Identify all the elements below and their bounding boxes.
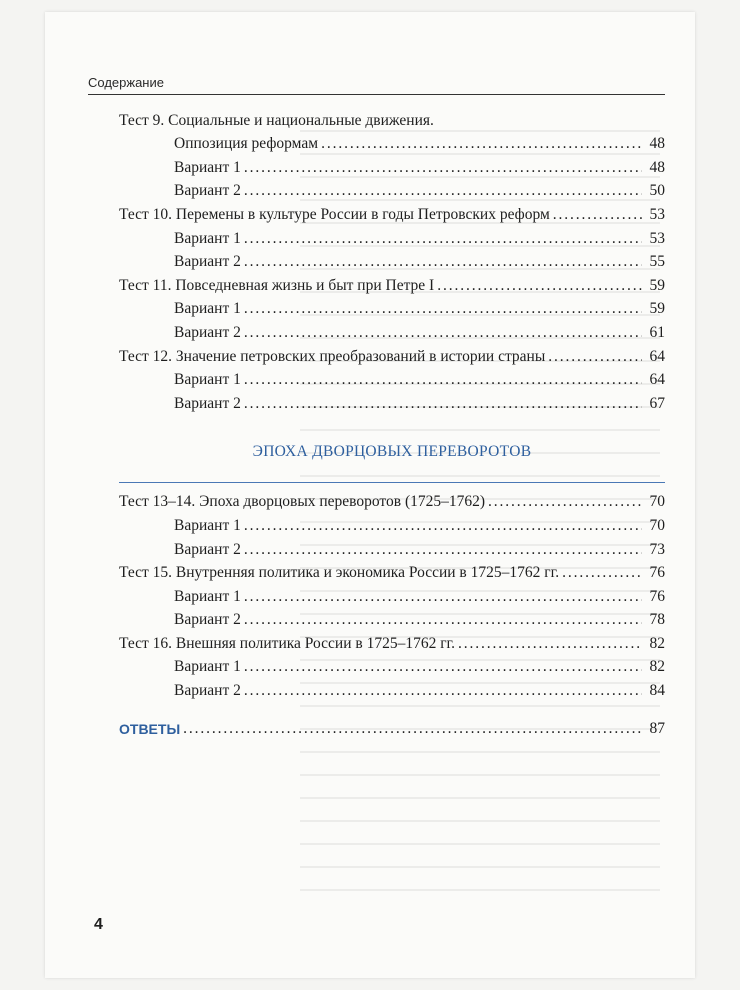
dot-leader — [562, 563, 642, 583]
dot-leader — [244, 323, 642, 343]
toc-subentry[interactable] — [119, 512, 665, 536]
toc-entry[interactable] — [119, 201, 665, 225]
dot-leader — [244, 681, 642, 701]
toc-subentry[interactable] — [119, 178, 665, 202]
dot-leader — [244, 587, 642, 607]
toc-page-number: 76 — [649, 564, 665, 582]
toc-page-number: 84 — [649, 682, 665, 700]
toc-entry-title: Тест 15. Внутренняя политика и экономика России в 1725–1762 гг. — [119, 564, 560, 582]
header-divider — [88, 94, 665, 95]
toc-entry-title: Вариант 2 — [174, 182, 241, 200]
toc-page-number: 53 — [649, 205, 665, 223]
dot-leader — [437, 276, 642, 296]
toc-page-number: 59 — [649, 276, 665, 294]
toc-entry-title: Тест 13–14. Эпоха дворцовых переворотов (1725–1762) — [119, 493, 486, 511]
dot-leader — [244, 299, 642, 319]
toc-subentry[interactable] — [119, 654, 665, 678]
running-header: Содержание — [88, 75, 164, 90]
toc-entry[interactable] — [119, 343, 665, 367]
toc-entry-title: Вариант 2 — [174, 253, 241, 271]
toc-entry[interactable] — [119, 489, 665, 513]
toc-page-number: 64 — [649, 347, 665, 365]
toc-entry-title: Вариант 1 — [174, 229, 241, 247]
toc-entry-title: Вариант 1 — [174, 658, 241, 676]
toc-entry-title: Оппозиция реформам — [174, 135, 319, 153]
dot-leader — [244, 610, 642, 630]
toc-subentry[interactable] — [119, 367, 665, 391]
dot-leader — [244, 516, 642, 536]
toc-page-number: 78 — [649, 611, 665, 629]
toc-entry-title: Вариант 1 — [174, 300, 241, 318]
toc-subentry[interactable] — [119, 154, 665, 178]
toc-entry-title: Вариант 2 — [174, 611, 241, 629]
toc-entry[interactable] — [119, 272, 665, 296]
dot-leader — [548, 347, 642, 367]
dot-leader — [244, 394, 642, 414]
toc-entry[interactable] — [119, 107, 665, 131]
toc-subentry[interactable] — [119, 607, 665, 631]
toc-entry-title: Тест 12. Значение петровских преобразований в истории страны — [119, 347, 546, 365]
page-number: 4 — [94, 916, 103, 933]
toc-entry-title: Вариант 2 — [174, 682, 241, 700]
toc-page-number: 82 — [649, 658, 665, 676]
toc-page-number: 53 — [649, 229, 665, 247]
toc-page-number: 55 — [649, 253, 665, 271]
dot-leader — [244, 252, 642, 272]
toc-entry-title: Вариант 1 — [174, 587, 241, 605]
toc-subentry[interactable] — [119, 225, 665, 249]
toc-subentry[interactable] — [119, 249, 665, 273]
toc-subentry[interactable] — [119, 390, 665, 414]
toc-entry[interactable] — [119, 560, 665, 584]
toc-page-number: 61 — [649, 323, 665, 341]
toc-page-number: 48 — [649, 135, 665, 153]
toc-answers-entry[interactable] — [119, 715, 665, 739]
toc-page-number: 50 — [649, 182, 665, 200]
toc-page-number: 82 — [649, 634, 665, 652]
dot-leader — [244, 370, 642, 390]
toc-entry-title: Тест 11. Повседневная жизнь и быт при Петре I — [119, 276, 435, 294]
toc-subentry[interactable] — [119, 131, 665, 155]
section-heading: ЭПОХА ДВОРЦОВЫХ ПЕРЕВОРОТОВ — [119, 422, 665, 483]
toc-subentry[interactable] — [119, 296, 665, 320]
toc-page-number: 76 — [649, 587, 665, 605]
dot-leader — [321, 134, 642, 154]
toc-entry[interactable] — [119, 630, 665, 654]
toc-entry-title: Тест 16. Внешняя политика России в 1725–1762 гг. — [119, 634, 456, 652]
toc-page-number: 48 — [649, 158, 665, 176]
toc-page-number: 64 — [649, 371, 665, 389]
toc-subentry[interactable] — [119, 677, 665, 701]
toc-page-number: 67 — [649, 394, 665, 412]
dot-leader — [183, 719, 642, 739]
table-of-contents — [119, 107, 665, 739]
toc-entry-title: Тест 9. Социальные и национальные движения. — [119, 111, 434, 129]
dot-leader — [458, 634, 642, 654]
toc-subentry[interactable] — [119, 536, 665, 560]
toc-entry-title: Вариант 2 — [174, 540, 241, 558]
toc-entry-title: Вариант 1 — [174, 371, 241, 389]
toc-subentry[interactable] — [119, 319, 665, 343]
toc-entry-title: Вариант 1 — [174, 158, 241, 176]
toc-entry-title: Вариант 1 — [174, 516, 241, 534]
toc-page-number: 70 — [649, 493, 665, 511]
toc-page-number: 73 — [649, 540, 665, 558]
toc-entry-title: Тест 10. Перемены в культуре России в годы Петровских реформ — [119, 205, 550, 223]
dot-leader — [488, 492, 642, 512]
dot-leader — [244, 229, 642, 249]
toc-entry-title: Вариант 2 — [174, 394, 241, 412]
toc-entry-title: Вариант 2 — [174, 323, 241, 341]
toc-page-number: 70 — [649, 516, 665, 534]
dot-leader — [553, 205, 642, 225]
toc-subentry[interactable] — [119, 583, 665, 607]
dot-leader — [244, 158, 642, 178]
toc-entry-title: ОТВЕТЫ — [119, 720, 181, 737]
toc-page-number: 59 — [649, 300, 665, 318]
dot-leader — [244, 181, 642, 201]
dot-leader — [244, 540, 642, 560]
dot-leader — [244, 657, 642, 677]
toc-page-number: 87 — [649, 719, 665, 737]
